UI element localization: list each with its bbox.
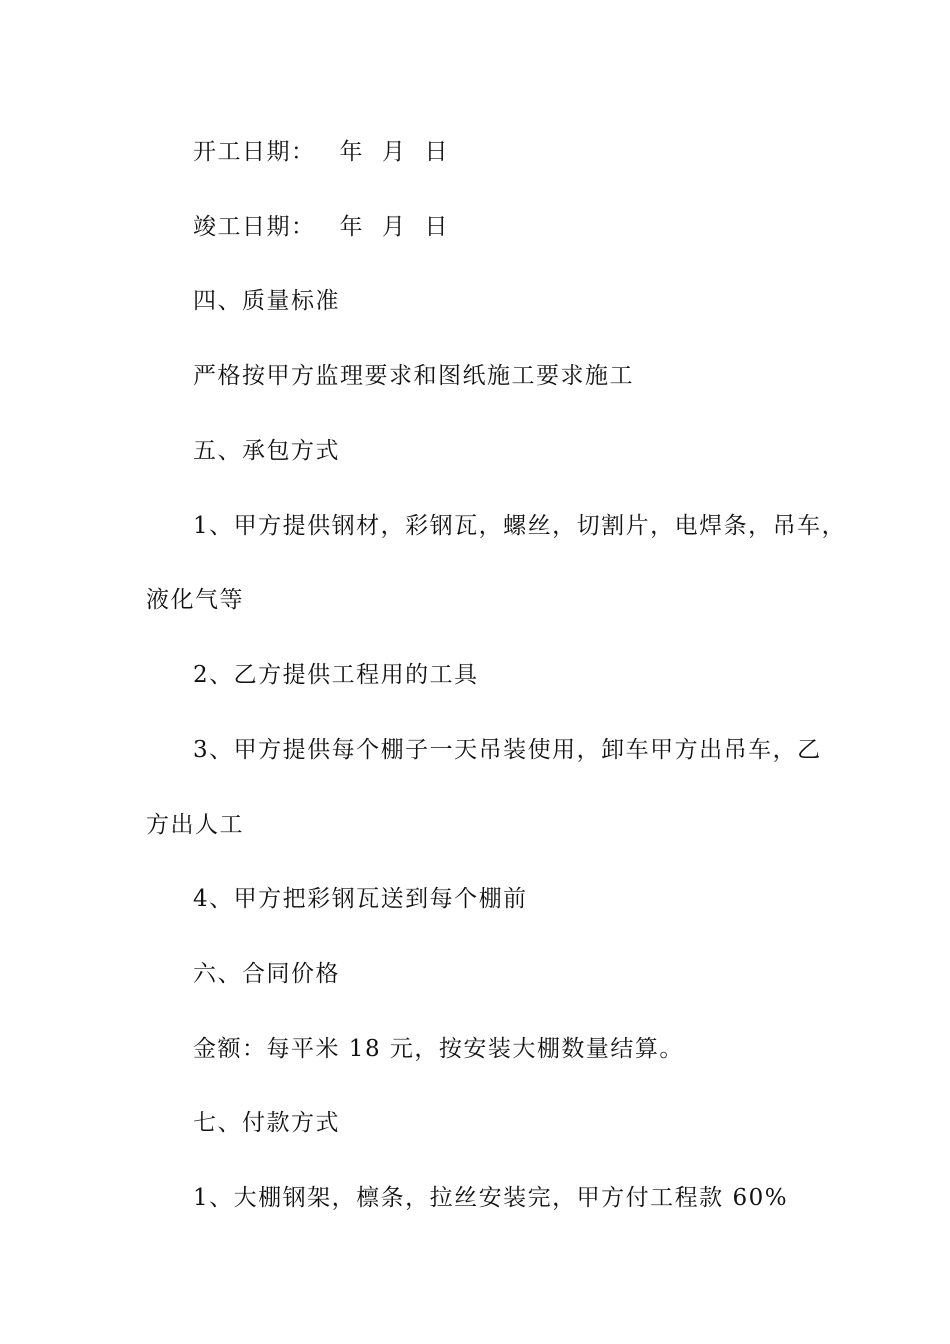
start-day-unit: 日 — [424, 139, 449, 165]
end-month-unit: 月 — [382, 214, 407, 240]
quality-text: 严格按甲方监理要求和图纸施工要求施工 — [193, 363, 634, 389]
payment-heading: 七、付款方式 — [193, 1110, 340, 1136]
end-day-unit: 日 — [424, 214, 449, 240]
mode-item-3-line-1: 3、甲方提供每个棚子一天吊装使用，卸车甲方出吊车，乙 — [193, 737, 822, 763]
price-heading: 六、合同价格 — [193, 961, 340, 987]
mode-item-1-line-1: 1、甲方提供钢材，彩钢瓦，螺丝，切割片，电焊条，吊车， — [193, 513, 847, 539]
price-text: 金额：每平米 18 元，按安装大棚数量结算。 — [193, 1036, 684, 1062]
end-date-line — [193, 212, 449, 242]
start-date-line — [193, 137, 449, 167]
contract-mode-heading: 五、承包方式 — [193, 438, 340, 464]
mode-item-4: 4、甲方把彩钢瓦送到每个棚前 — [193, 886, 528, 912]
mode-item-1-line-2: 液化气等 — [146, 587, 244, 613]
end-date-label: 竣工日期： — [193, 214, 316, 240]
payment-item-1: 1、大棚钢架，檩条，拉丝安装完，甲方付工程款 60% — [193, 1185, 789, 1211]
mode-item-3-line-2: 方出人工 — [146, 812, 244, 838]
mode-item-2: 2、乙方提供工程用的工具 — [193, 662, 479, 688]
quality-heading: 四、质量标准 — [193, 288, 340, 314]
start-date-label: 开工日期： — [193, 139, 316, 165]
start-year-unit: 年 — [339, 139, 364, 165]
end-year-unit: 年 — [339, 214, 364, 240]
start-month-unit: 月 — [382, 139, 407, 165]
